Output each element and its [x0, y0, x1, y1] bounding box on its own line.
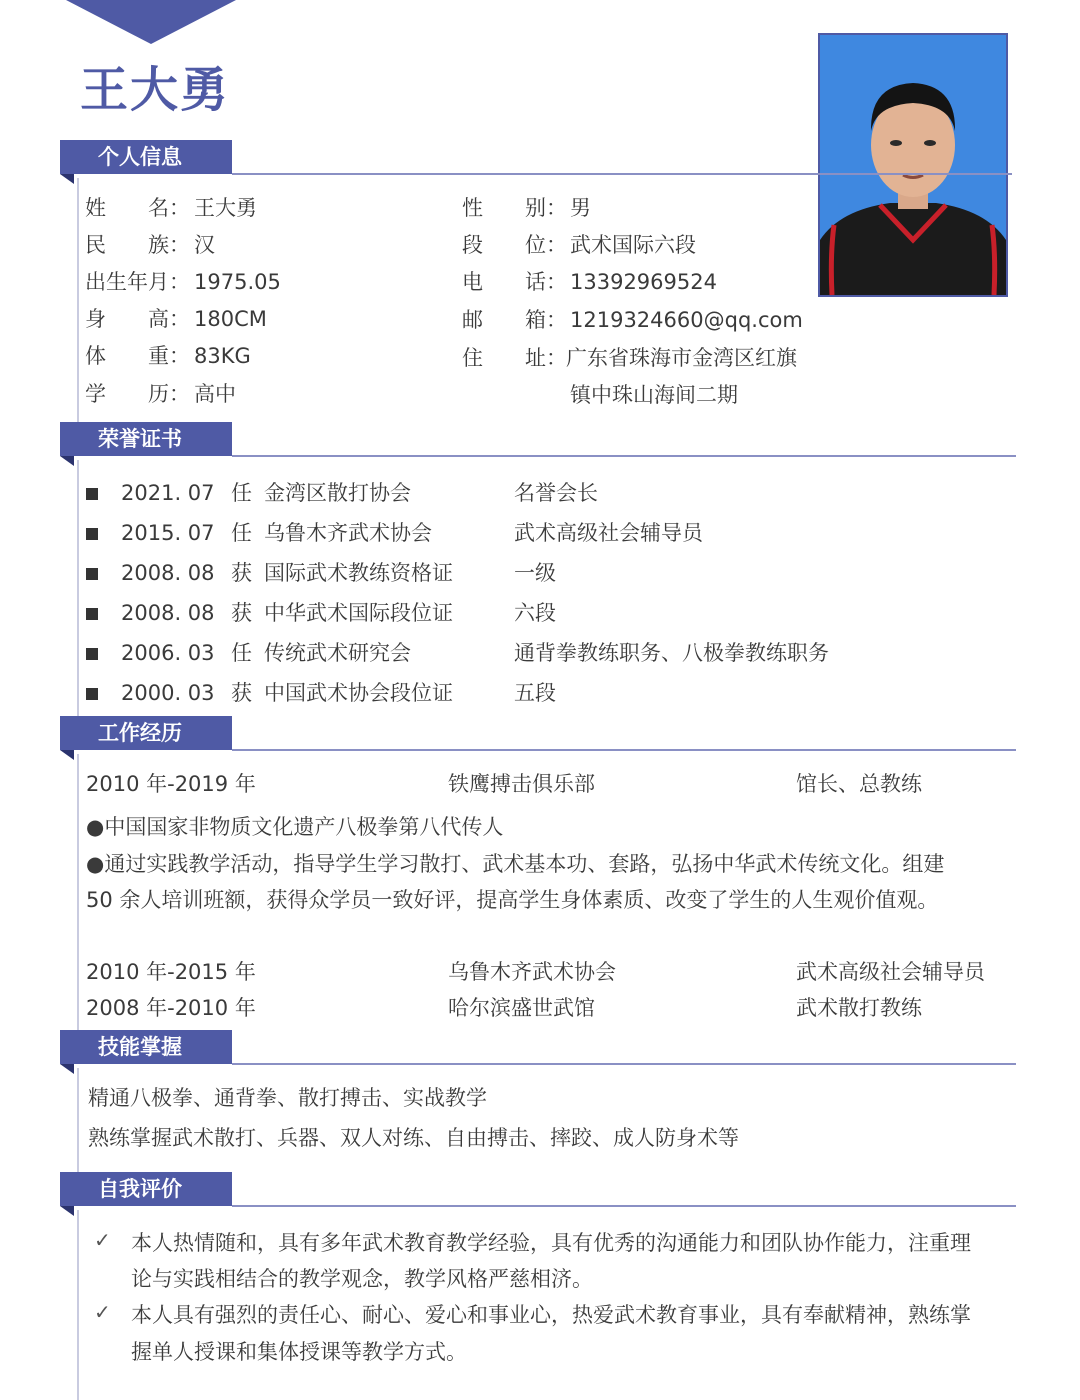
bullet-square-icon [86, 688, 98, 700]
weight-label: 体 重： [85, 344, 190, 368]
section-skills [54, 1030, 1016, 1074]
job-period: 2008 年-2010 年 [86, 996, 256, 1020]
honor-date: 2015. 07 [121, 521, 215, 545]
header-chevron-decoration [66, 0, 236, 44]
timeline-rail [77, 460, 79, 720]
dan-value: 武术国际六段 [570, 233, 696, 257]
honor-title: 名誉会长 [514, 481, 598, 505]
honor-verb: 任 [231, 481, 252, 505]
bullet-square-icon [86, 608, 98, 620]
honor-date: 2008. 08 [121, 601, 215, 625]
honor-title: 一级 [514, 561, 556, 585]
skill-line: 精通八极拳、通背拳、散打搏击、实战教学 [88, 1086, 487, 1110]
timeline-rail [77, 754, 79, 1034]
honor-title: 通背拳教练职务、八极拳教练职务 [514, 641, 829, 665]
honor-verb: 获 [231, 681, 252, 705]
section-personal-info [54, 140, 1016, 184]
honor-title: 武术高级社会辅导员 [514, 521, 703, 545]
honor-org: 中国武术协会段位证 [264, 681, 453, 705]
honor-verb: 获 [231, 601, 252, 625]
divider [232, 173, 1012, 175]
name-label: 姓 名： [85, 196, 190, 220]
honor-verb: 任 [231, 521, 252, 545]
section-title: 荣誉证书 [60, 422, 232, 456]
honor-org: 乌鲁木齐武术协会 [264, 521, 432, 545]
divider [232, 455, 1016, 457]
bullet-square-icon [86, 488, 98, 500]
job-bullet: ●通过实践教学活动，指导学生学习散打、武术基本功、套路，弘扬中华武术传统文化。组建 [86, 852, 945, 876]
job-role: 武术高级社会辅导员 [796, 960, 985, 984]
address-value: 广东省珠海市金湾区红旗 [566, 346, 797, 370]
honor-org: 金湾区散打协会 [264, 481, 411, 505]
bullet-square-icon [86, 568, 98, 580]
honor-date: 2000. 03 [121, 681, 215, 705]
job-role: 武术散打教练 [796, 996, 922, 1020]
birth-value: 1975.05 [194, 270, 281, 294]
job-organization: 铁鹰搏击俱乐部 [448, 772, 595, 796]
email-value: 1219324660@qq.com [570, 308, 803, 332]
job-bullet: ●中国国家非物质文化遗产八极拳第八代传人 [86, 815, 504, 839]
honor-date: 2006. 03 [121, 641, 215, 665]
job-role: 馆长、总教练 [796, 772, 922, 796]
job-period: 2010 年-2019 年 [86, 772, 256, 796]
height-value: 180CM [194, 307, 267, 331]
height-label: 身 高： [85, 307, 190, 331]
honor-title: 五段 [514, 681, 556, 705]
self-eval-text: 本人具有强烈的责任心、耐心、爱心和事业心，热爱武术教育事业，具有奉献精神，熟练掌 [131, 1303, 971, 1327]
candidate-name: 王大勇 [80, 62, 231, 118]
job-bullet-continued: 50 余人培训班额，获得众学员一致好评，提高学生身体素质、改变了学生的人生观价值观。 [86, 888, 939, 912]
honor-verb: 任 [231, 641, 252, 665]
honor-title: 六段 [514, 601, 556, 625]
section-title: 工作经历 [60, 716, 232, 750]
section-self-evaluation [54, 1172, 1016, 1216]
name-value: 王大勇 [194, 196, 257, 220]
check-icon: ✓ [94, 1300, 111, 1324]
section-title: 个人信息 [60, 140, 232, 174]
self-eval-text-continued: 握单人授课和集体授课等教学方式。 [131, 1340, 467, 1364]
self-eval-text-continued: 论与实践相结合的教学观念，教学风格严慈相济。 [131, 1267, 593, 1291]
self-eval-text: 本人热情随和，具有多年武术教育教学经验，具有优秀的沟通能力和团队协作能力，注重理 [131, 1231, 971, 1255]
bullet-square-icon [86, 648, 98, 660]
job-organization: 哈尔滨盛世武馆 [448, 996, 595, 1020]
education-label: 学 历： [85, 382, 190, 406]
divider [232, 1063, 1016, 1065]
gender-label: 性 别： [462, 196, 567, 220]
honor-org: 国际武术教练资格证 [264, 561, 453, 585]
gender-value: 男 [570, 196, 591, 220]
honor-date: 2021. 07 [121, 481, 215, 505]
check-icon: ✓ [94, 1228, 111, 1252]
weight-value: 83KG [194, 344, 251, 368]
email-label: 邮 箱： [462, 308, 567, 332]
honor-date: 2008. 08 [121, 561, 215, 585]
bullet-square-icon [86, 528, 98, 540]
education-value: 高中 [194, 382, 236, 406]
ethnic-value: 汉 [194, 233, 215, 257]
timeline-rail [77, 178, 79, 426]
birth-label: 出生年月： [85, 270, 190, 294]
timeline-rail [77, 1068, 79, 1184]
phone-value: 13392969524 [570, 270, 717, 294]
honor-org: 中华武术国际段位证 [264, 601, 453, 625]
address-value-line2: 镇中珠山海间二期 [570, 383, 738, 407]
honor-verb: 获 [231, 561, 252, 585]
honor-org: 传统武术研究会 [264, 641, 411, 665]
address-label: 住 址： [462, 346, 567, 370]
dan-label: 段 位： [462, 233, 567, 257]
ethnic-label: 民 族： [85, 233, 190, 257]
section-work-experience [54, 716, 1016, 760]
skill-line: 熟练掌握武术散打、兵器、双人对练、自由搏击、摔跤、成人防身术等 [88, 1126, 739, 1150]
divider [232, 749, 1016, 751]
timeline-rail [77, 1210, 79, 1400]
job-organization: 乌鲁木齐武术协会 [448, 960, 616, 984]
section-title: 自我评价 [60, 1172, 232, 1206]
section-title: 技能掌握 [60, 1030, 232, 1064]
phone-label: 电 话： [462, 270, 567, 294]
divider [232, 1205, 1016, 1207]
section-honors [54, 422, 1016, 466]
job-period: 2010 年-2015 年 [86, 960, 256, 984]
